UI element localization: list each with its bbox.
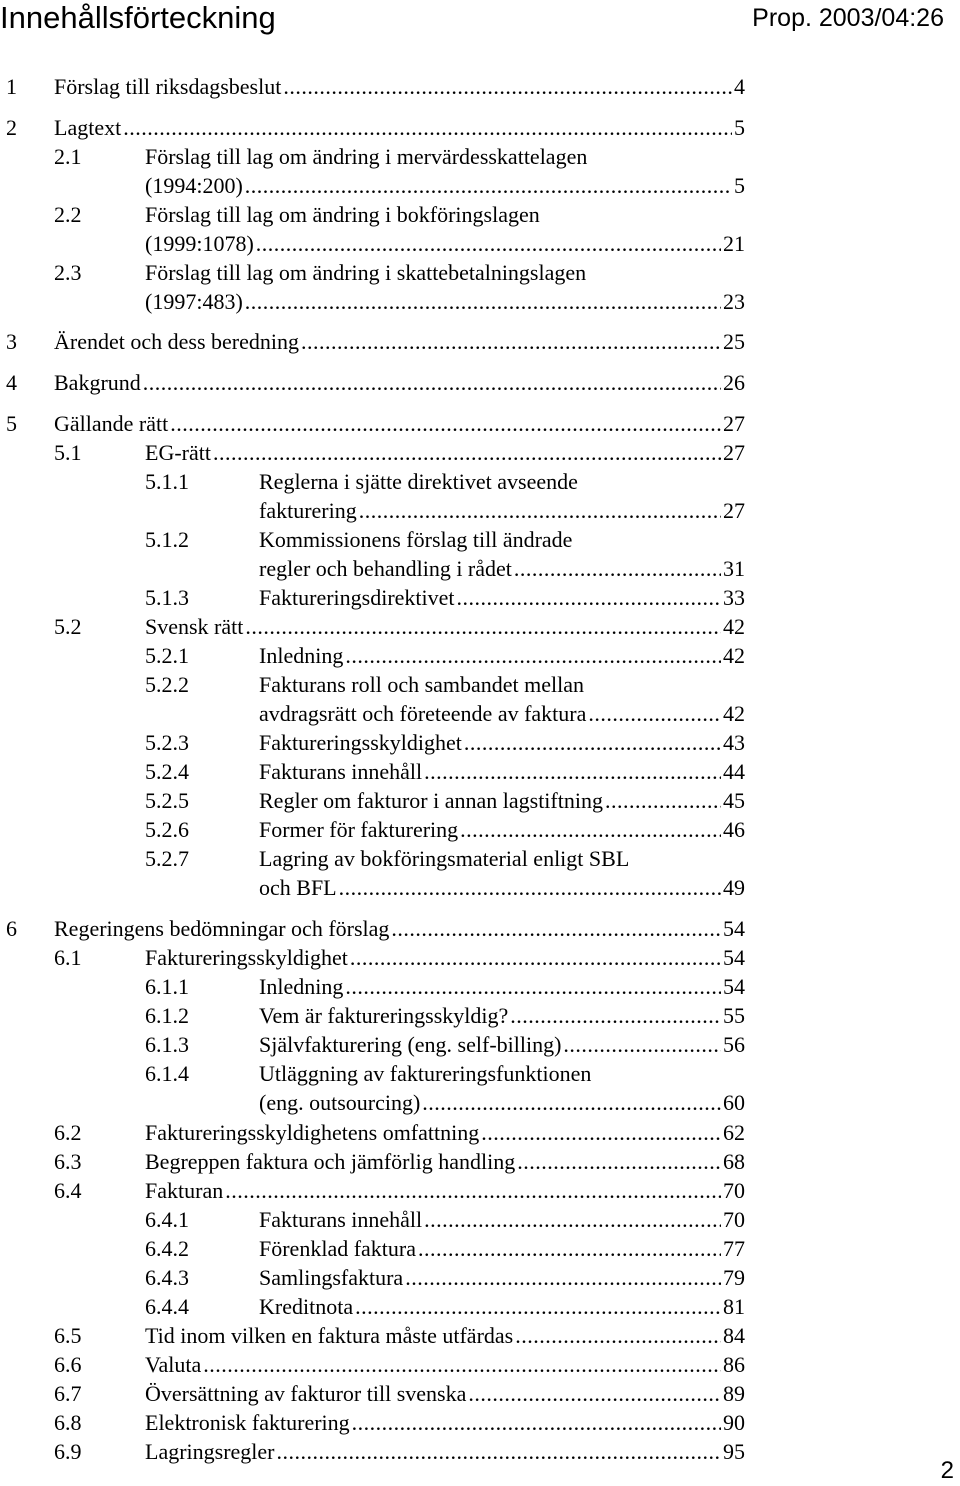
- toc-entry: [0, 1030, 745, 1060]
- toc-entry: [0, 200, 745, 230]
- toc-entry: [0, 1176, 745, 1206]
- dot-leader: [418, 1234, 721, 1264]
- toc-entry-title: Faktureringsskyldighet: [145, 945, 348, 970]
- toc-entry-number: 5: [6, 411, 17, 436]
- toc-entry-number: 6.5: [54, 1323, 82, 1348]
- toc-entry-title: Valuta: [145, 1352, 202, 1377]
- dot-leader: [245, 612, 721, 642]
- dot-leader: [283, 72, 732, 102]
- dot-leader: [245, 171, 732, 201]
- toc-entry-page: 42: [723, 614, 745, 639]
- toc-entry-number: 5.2.5: [145, 788, 189, 813]
- toc-entry-title: Faktureringsskyldighetens omfattning: [145, 1120, 480, 1145]
- toc-entry: [0, 1379, 745, 1409]
- dot-leader: [339, 873, 721, 903]
- toc-entry: [0, 1059, 745, 1089]
- toc-entry: [0, 258, 745, 288]
- toc-entry-title: Tid inom vilken en faktura måste utfärdas: [145, 1323, 514, 1348]
- toc-entry-title: avdragsrätt och företeende av faktura: [259, 701, 587, 726]
- toc-entry-number: 5.1.1: [145, 469, 189, 494]
- dot-leader: [225, 1176, 721, 1206]
- dot-leader: [605, 786, 721, 816]
- toc-entry: [0, 1234, 745, 1264]
- toc-entry-title: och BFL: [259, 875, 337, 900]
- dot-leader: [170, 409, 721, 439]
- toc-entry-title: Kreditnota: [259, 1294, 354, 1319]
- toc-entry-title: Förslag till lag om ändring i bokföringslagen: [145, 202, 540, 227]
- toc-entry-number: 2.2: [54, 202, 82, 227]
- toc-entry: [0, 142, 745, 172]
- toc-entry: [0, 72, 745, 102]
- toc-entry-title: Lagring av bokföringsmaterial enligt SBL: [259, 846, 630, 871]
- toc-entry-page: 4: [734, 74, 745, 99]
- toc-entry-number: 6.1: [54, 945, 82, 970]
- toc-entry-title: Förenklad faktura: [259, 1236, 416, 1261]
- dot-leader: [405, 1263, 721, 1293]
- toc-entry-title: (eng. outsourcing): [259, 1090, 421, 1115]
- toc-entry-title: Fakturans roll och sambandet mellan: [259, 672, 585, 697]
- proposition-reference: Prop. 2003/04:26: [752, 4, 944, 32]
- toc-entry-page: 81: [723, 1294, 745, 1319]
- toc-entry: [0, 1118, 745, 1148]
- toc-entry-number: 6.7: [54, 1381, 82, 1406]
- toc-entry-page: 54: [723, 916, 745, 941]
- toc-entry-title: Fakturan: [145, 1178, 224, 1203]
- toc-entry-page: 95: [723, 1439, 745, 1464]
- toc-entry: [0, 1350, 745, 1380]
- toc-entry: [0, 1263, 745, 1293]
- toc-entry-continuation: [0, 873, 745, 903]
- toc-entry-continuation: [0, 229, 745, 259]
- toc-entry-title: Självfakturering (eng. self-billing): [259, 1032, 562, 1057]
- toc-entry-title: Lagringsregler: [145, 1439, 275, 1464]
- toc-entry: [0, 113, 745, 143]
- toc-entry: [0, 728, 745, 758]
- toc-entry: [0, 757, 745, 787]
- toc-entry-number: 6.4.2: [145, 1236, 189, 1261]
- dot-leader: [464, 728, 721, 758]
- dot-leader: [510, 1001, 721, 1031]
- toc-entry-title: Inledning: [259, 974, 344, 999]
- toc-entry-number: 5.1: [54, 440, 82, 465]
- toc-entry-number: 6.3: [54, 1149, 82, 1174]
- toc-entry-page: 21: [723, 231, 745, 256]
- toc-entry-title: (1994:200): [145, 173, 243, 198]
- toc-entry-title: Fakturans innehåll: [259, 1207, 423, 1232]
- toc-entry-title: Reglerna i sjätte direktivet avseende: [259, 469, 578, 494]
- toc-entry-title: Förslag till riksdagsbeslut: [54, 74, 282, 99]
- dot-leader: [424, 1205, 721, 1235]
- toc-entry-page: 46: [723, 817, 745, 842]
- toc-entry-number: 5.2.7: [145, 846, 189, 871]
- toc-entry: [0, 368, 745, 398]
- toc-entry-title: Svensk rätt: [145, 614, 244, 639]
- toc-entry-title: Begreppen faktura och jämförlig handling: [145, 1149, 516, 1174]
- toc-entry: [0, 1147, 745, 1177]
- toc-entry: [0, 438, 745, 468]
- toc-entry-continuation: [0, 1088, 745, 1118]
- toc-entry-page: 5: [734, 115, 745, 140]
- toc-entry: [0, 467, 745, 497]
- toc-entry-page: 79: [723, 1265, 745, 1290]
- dot-leader: [359, 496, 721, 526]
- dot-leader: [203, 1350, 721, 1380]
- toc-entry-number: 4: [6, 370, 17, 395]
- toc-entry-continuation: [0, 496, 745, 526]
- dot-leader: [245, 287, 721, 317]
- toc-entry-page: 89: [723, 1381, 745, 1406]
- toc-entry: [0, 1437, 745, 1467]
- toc-entry-title: Elektronisk fakturering: [145, 1410, 350, 1435]
- toc-entry-title: Faktureringsskyldighet: [259, 730, 462, 755]
- toc-entry: [0, 1321, 745, 1351]
- toc-entry-title: Faktureringsdirektivet: [259, 585, 455, 610]
- toc-entry-number: 6.2: [54, 1120, 82, 1145]
- toc-entry-page: 70: [723, 1178, 745, 1203]
- dot-leader: [143, 368, 721, 398]
- toc-entry-number: 6: [6, 916, 17, 941]
- toc-entry-title: Förslag till lag om ändring i mervärdesskattelagen: [145, 144, 588, 169]
- toc-entry-continuation: [0, 287, 745, 317]
- toc-entry-page: 27: [723, 411, 745, 436]
- toc-entry-page: 56: [723, 1032, 745, 1057]
- toc-entry: [0, 583, 745, 613]
- toc-entry-page: 27: [723, 498, 745, 523]
- toc-entry-page: 45: [723, 788, 745, 813]
- toc-entry-page: 54: [723, 945, 745, 970]
- toc-entry-number: 5.2.6: [145, 817, 189, 842]
- toc-entry-page: 23: [723, 289, 745, 314]
- toc-entry-number: 2: [6, 115, 17, 140]
- dot-leader: [391, 914, 721, 944]
- toc-entry-continuation: [0, 554, 745, 584]
- toc-entry-number: 1: [6, 74, 17, 99]
- toc-entry-number: 6.8: [54, 1410, 82, 1435]
- toc-entry-number: 2.1: [54, 144, 82, 169]
- toc-entry-title: (1997:483): [145, 289, 243, 314]
- toc-entry-number: 5.2.4: [145, 759, 189, 784]
- toc-entry-title: (1999:1078): [145, 231, 254, 256]
- toc-entry-title: Samlingsfaktura: [259, 1265, 404, 1290]
- toc-entry-page: 49: [723, 875, 745, 900]
- toc-entry-page: 5: [734, 173, 745, 198]
- dot-leader: [350, 943, 721, 973]
- dot-leader: [422, 1088, 721, 1118]
- dot-leader: [345, 641, 721, 671]
- toc-entry: [0, 972, 745, 1002]
- toc-entry: [0, 612, 745, 642]
- dot-leader: [481, 1118, 721, 1148]
- toc-entry-title: Inledning: [259, 643, 344, 668]
- toc-entry-page: 42: [723, 643, 745, 668]
- toc-entry-number: 5.2.1: [145, 643, 189, 668]
- dot-leader: [123, 113, 732, 143]
- dot-leader: [517, 1147, 721, 1177]
- toc-entry-page: 70: [723, 1207, 745, 1232]
- toc-entry-title: fakturering: [259, 498, 357, 523]
- toc-entry-number: 5.1.2: [145, 527, 189, 552]
- toc-entry-page: 86: [723, 1352, 745, 1377]
- toc-entry-number: 6.1.2: [145, 1003, 189, 1028]
- dot-leader: [277, 1437, 722, 1467]
- dot-leader: [468, 1379, 721, 1409]
- toc-entry-title: Vem är faktureringsskyldig?: [259, 1003, 509, 1028]
- toc-entry-number: 5.2: [54, 614, 82, 639]
- toc-entry-number: 6.4: [54, 1178, 82, 1203]
- toc-entry-page: 44: [723, 759, 745, 784]
- dot-leader: [355, 1292, 721, 1322]
- toc-entry-page: 68: [723, 1149, 745, 1174]
- toc-entry: [0, 409, 745, 439]
- toc-entry-number: 6.9: [54, 1439, 82, 1464]
- toc-entry-title: Regeringens bedömningar och förslag: [54, 916, 390, 941]
- toc-entry-title: Kommissionens förslag till ändrade: [259, 527, 573, 552]
- toc-entry: [0, 1292, 745, 1322]
- toc-entry: [0, 844, 745, 874]
- toc-entry: [0, 327, 745, 357]
- toc-entry-number: 5.2.3: [145, 730, 189, 755]
- dot-leader: [352, 1408, 721, 1438]
- toc-entry-number: 5.1.3: [145, 585, 189, 610]
- toc-entry: [0, 1001, 745, 1031]
- dot-leader: [457, 583, 721, 613]
- toc-entry-number: 2.3: [54, 260, 82, 285]
- toc-entry-title: Förslag till lag om ändring i skattebetalningslagen: [145, 260, 587, 285]
- dot-leader: [345, 972, 721, 1002]
- toc-entry-page: 90: [723, 1410, 745, 1435]
- toc-entry-number: 6.1.4: [145, 1061, 189, 1086]
- toc-entry: [0, 943, 745, 973]
- toc-entry-page: 27: [723, 440, 745, 465]
- toc-entry-page: 55: [723, 1003, 745, 1028]
- toc-entry-number: 5.2.2: [145, 672, 189, 697]
- toc-entry-title: Lagtext: [54, 115, 122, 140]
- dot-leader: [460, 815, 721, 845]
- toc-entry-continuation: [0, 171, 745, 201]
- dot-leader: [301, 327, 721, 357]
- dot-leader: [563, 1030, 721, 1060]
- toc-entry-number: 6.4.3: [145, 1265, 189, 1290]
- dot-leader: [213, 438, 721, 468]
- toc-entry-title: Regler om fakturor i annan lagstiftning: [259, 788, 603, 813]
- toc-entry-title: Fakturans innehåll: [259, 759, 423, 784]
- toc-entry-title: Former för fakturering: [259, 817, 459, 842]
- toc-entry-title: regler och behandling i rådet: [259, 556, 512, 581]
- toc-entry-page: 43: [723, 730, 745, 755]
- toc-entry-page: 25: [723, 329, 745, 354]
- toc-entry-title: EG-rätt: [145, 440, 211, 465]
- toc-entry-page: 33: [723, 585, 745, 610]
- toc-entry-number: 6.6: [54, 1352, 82, 1377]
- toc-entry: [0, 786, 745, 816]
- toc-entry-page: 62: [723, 1120, 745, 1145]
- toc-entry-number: 3: [6, 329, 17, 354]
- toc-entry-page: 84: [723, 1323, 745, 1348]
- toc-entry-title: Utläggning av faktureringsfunktionen: [259, 1061, 592, 1086]
- toc-entry: [0, 641, 745, 671]
- dot-leader: [588, 699, 721, 729]
- toc-entry-title: Bakgrund: [54, 370, 141, 395]
- toc-entry: [0, 525, 745, 555]
- toc-entry-page: 77: [723, 1236, 745, 1261]
- toc-entry: [0, 670, 745, 700]
- toc-entry-number: 6.4.4: [145, 1294, 189, 1319]
- toc-entry-number: 6.1.3: [145, 1032, 189, 1057]
- toc-entry-title: Ärendet och dess beredning: [54, 329, 299, 354]
- toc-entry: [0, 914, 745, 944]
- toc-entry-page: 26: [723, 370, 745, 395]
- toc-entry-continuation: [0, 699, 745, 729]
- toc-entry: [0, 1205, 745, 1235]
- dot-leader: [514, 554, 721, 584]
- toc-entry-page: 54: [723, 974, 745, 999]
- toc-entry: [0, 1408, 745, 1438]
- toc-entry-page: 31: [723, 556, 745, 581]
- page-number: 2: [940, 1457, 954, 1484]
- toc-entry: [0, 815, 745, 845]
- dot-leader: [515, 1321, 721, 1351]
- toc-entry-title: Gällande rätt: [54, 411, 169, 436]
- toc-entry-title: Översättning av fakturor till svenska: [145, 1381, 467, 1406]
- page-title: Innehållsförteckning: [0, 0, 276, 35]
- toc-entry-number: 6.4.1: [145, 1207, 189, 1232]
- toc-entry-page: 60: [723, 1090, 745, 1115]
- toc-entry-number: 6.1.1: [145, 974, 189, 999]
- dot-leader: [256, 229, 721, 259]
- dot-leader: [424, 757, 721, 787]
- toc-entry-page: 42: [723, 701, 745, 726]
